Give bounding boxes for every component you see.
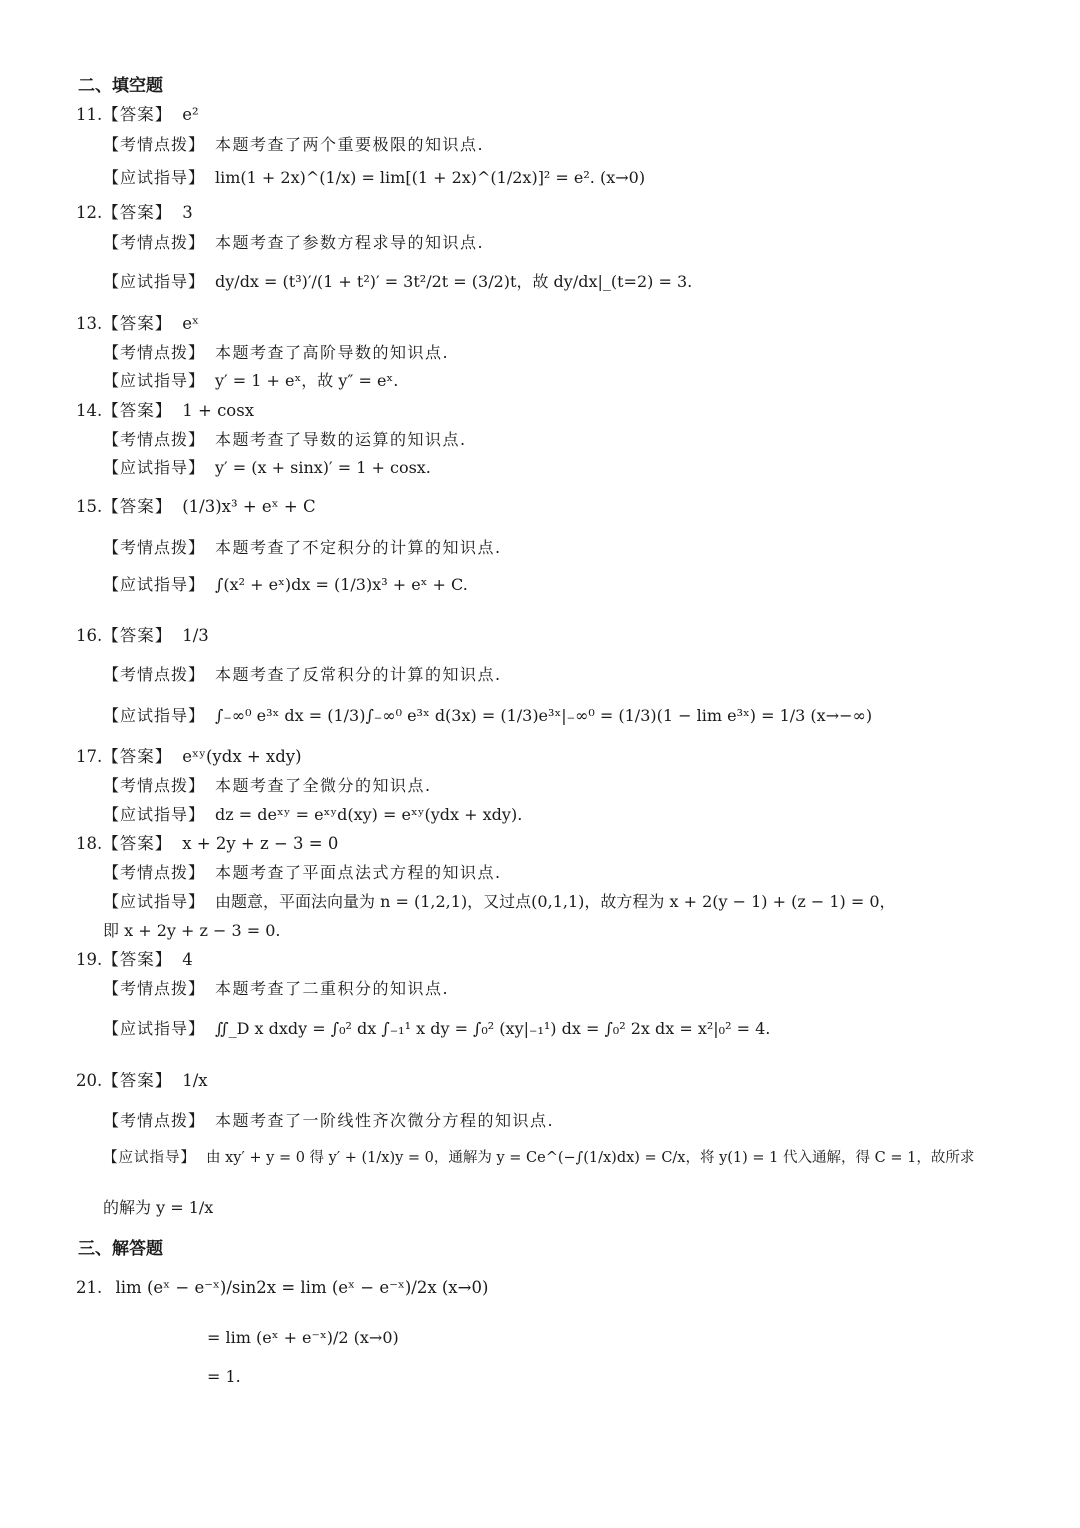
- answer-line-19: [76, 950, 193, 970]
- guide-line-16: [103, 706, 872, 725]
- answer-label: 【答案】: [102, 950, 173, 969]
- answer-label: 【答案】: [102, 626, 173, 645]
- guide-text: 由题意，平面法向量为 n = (1,2,1)，又过点(0,1,1)，故方程为 x + 2(y − 1) + (z − 1) = 0，: [215, 892, 896, 911]
- guide-text: ∬_D x dxdy = ∫₀² dx ∫₋₁¹ x dy = ∫₀² (xy|₋₁¹) dx = ∫₀² 2x dx = x²|₀² = 4.: [215, 1019, 771, 1038]
- guide-label: 【应试指导】: [103, 1019, 206, 1038]
- exam-point-label: 【考情点拨】: [103, 135, 206, 154]
- exam-point-line-13: [103, 343, 449, 362]
- question-number: 14.: [76, 401, 103, 420]
- guide-label: 【应试指导】: [103, 371, 206, 390]
- solution-21-step-3: = 1.: [207, 1367, 241, 1386]
- exam-point-label: 【考情点拨】: [103, 863, 206, 882]
- exam-point-label: 【考情点拨】: [103, 665, 206, 684]
- guide-text: 由 xy′ + y = 0 得 y′ + (1/x)y = 0，通解为 y = Ce^(−∫(1/x)dx) = C/x，将 y(1) = 1 代入通解，得 C = 1，故所求: [206, 1150, 975, 1166]
- question-number: 11.: [76, 105, 103, 124]
- answer-line-20: [76, 1071, 208, 1091]
- answer-label: 【答案】: [102, 834, 173, 853]
- exam-point-label: 【考情点拨】: [103, 776, 206, 795]
- answer-value: e²: [182, 105, 199, 124]
- exam-point-line-19: [103, 979, 449, 998]
- solution-21-step-1: lim (eˣ − e⁻ˣ)/sin2x = lim (eˣ − e⁻ˣ)/2x (x→0): [115, 1278, 489, 1297]
- question-number: 18.: [76, 834, 103, 853]
- question-number: 13.: [76, 314, 103, 333]
- exam-point-text: 本题考查了两个重要极限的知识点.: [215, 135, 485, 154]
- guide-line-17: [103, 805, 522, 824]
- question-number: 16.: [76, 626, 103, 645]
- question-number: 15.: [76, 497, 103, 516]
- guide-label: 【应试指导】: [103, 805, 206, 824]
- question-number: 17.: [76, 747, 103, 766]
- guide-text: lim(1 + 2x)^(1/x) = lim[(1 + 2x)^(1/2x)]² = e². (x→0): [215, 168, 646, 187]
- exam-point-line-15: [103, 538, 502, 557]
- exam-point-label: 【考情点拨】: [103, 430, 206, 449]
- guide-line-12: [103, 272, 692, 291]
- guide-label: 【应试指导】: [103, 1150, 196, 1166]
- exam-point-line-18: [103, 863, 502, 882]
- guide-label: 【应试指导】: [103, 892, 206, 911]
- exam-point-text: 本题考查了高阶导数的知识点.: [215, 343, 450, 362]
- answer-line-17: [76, 747, 302, 767]
- section-heading-fill-blank: 二、填空题: [78, 76, 163, 96]
- guide-line-15: [103, 575, 468, 594]
- guide-label: 【应试指导】: [103, 272, 206, 291]
- guide-label: 【应试指导】: [103, 458, 206, 477]
- exam-point-text: 本题考查了反常积分的计算的知识点.: [215, 665, 502, 684]
- answer-label: 【答案】: [102, 747, 173, 766]
- guide-line-19: [103, 1019, 770, 1038]
- exam-point-line-17: [103, 776, 432, 795]
- guide-text: dy/dx = (t³)′/(1 + t²)′ = 3t²/2t = (3/2)t，故 dy/dx|_(t=2) = 3.: [215, 272, 693, 291]
- exam-point-text: 本题考查了参数方程求导的知识点.: [215, 233, 485, 252]
- answer-value: 4: [182, 950, 193, 969]
- answer-value: 1/x: [182, 1071, 208, 1090]
- solution-21-line-1: [76, 1278, 488, 1298]
- answer-label: 【答案】: [102, 105, 173, 124]
- exam-point-text: 本题考查了二重积分的知识点.: [215, 979, 450, 998]
- question-number: 20.: [76, 1071, 103, 1090]
- guide-line-14: [103, 458, 431, 477]
- answer-value: (1/3)x³ + eˣ + C: [182, 497, 316, 516]
- question-number: 21.: [76, 1278, 103, 1297]
- exam-point-label: 【考情点拨】: [103, 1111, 206, 1130]
- answer-label: 【答案】: [102, 497, 173, 516]
- question-number: 12.: [76, 203, 103, 222]
- answer-line-14: [76, 401, 254, 421]
- exam-point-text: 本题考查了平面点法式方程的知识点.: [215, 863, 502, 882]
- exam-point-text: 本题考查了不定积分的计算的知识点.: [215, 538, 502, 557]
- guide-continuation-18: 即 x + 2y + z − 3 = 0.: [103, 921, 281, 940]
- exam-point-line-12: [103, 233, 484, 252]
- question-number: 19.: [76, 950, 103, 969]
- exam-point-text: 本题考查了导数的运算的知识点.: [215, 430, 467, 449]
- guide-text: y′ = (x + sinx)′ = 1 + cosx.: [215, 458, 431, 477]
- solution-21-step-2: = lim (eˣ + e⁻ˣ)/2 (x→0): [207, 1328, 399, 1347]
- answer-value: 3: [182, 203, 193, 222]
- answer-value: x + 2y + z − 3 = 0: [182, 834, 339, 853]
- answer-line-13: [76, 314, 199, 334]
- exam-point-line-11: [103, 135, 484, 154]
- answer-line-18: [76, 834, 338, 854]
- exam-point-text: 本题考查了全微分的知识点.: [215, 776, 432, 795]
- guide-text: y′ = 1 + eˣ，故 y″ = eˣ.: [215, 371, 399, 390]
- answer-line-16: [76, 626, 209, 646]
- guide-text: dz = deˣʸ = eˣʸd(xy) = eˣʸ(ydx + xdy).: [215, 805, 523, 824]
- exam-point-label: 【考情点拨】: [103, 233, 206, 252]
- section-heading-solve: 三、解答题: [78, 1239, 163, 1259]
- answer-line-12: [76, 203, 193, 223]
- answer-label: 【答案】: [102, 203, 173, 222]
- guide-line-11: [103, 168, 645, 187]
- answer-label: 【答案】: [102, 1071, 173, 1090]
- guide-line-13: [103, 371, 398, 390]
- guide-label: 【应试指导】: [103, 168, 206, 187]
- guide-text: ∫₋∞⁰ e³ˣ dx = (1/3)∫₋∞⁰ e³ˣ d(3x) = (1/3)e³ˣ|₋∞⁰ = (1/3)(1 − lim e³ˣ) = 1/3 (x→−∞): [215, 706, 873, 725]
- answer-label: 【答案】: [102, 401, 173, 420]
- exam-point-label: 【考情点拨】: [103, 979, 206, 998]
- answer-value: eˣʸ(ydx + xdy): [182, 747, 302, 766]
- guide-line-18: [103, 892, 896, 911]
- answer-label: 【答案】: [102, 314, 173, 333]
- exam-point-line-14: [103, 430, 467, 449]
- guide-text: ∫(x² + eˣ)dx = (1/3)x³ + eˣ + C.: [215, 575, 468, 594]
- exam-point-label: 【考情点拨】: [103, 343, 206, 362]
- answer-line-15: [76, 497, 316, 517]
- exam-point-line-20: [103, 1111, 554, 1130]
- answer-line-11: [76, 105, 199, 125]
- guide-line-20: [103, 1150, 974, 1167]
- answer-value: 1 + cosx: [182, 401, 255, 420]
- exam-point-line-16: [103, 665, 502, 684]
- answer-value: eˣ: [182, 314, 200, 333]
- guide-label: 【应试指导】: [103, 575, 206, 594]
- exam-point-text: 本题考查了一阶线性齐次微分方程的知识点.: [215, 1111, 555, 1130]
- answer-value: 1/3: [182, 626, 209, 645]
- exam-point-label: 【考情点拨】: [103, 538, 206, 557]
- guide-continuation-20: 的解为 y = 1/x: [103, 1198, 214, 1217]
- guide-label: 【应试指导】: [103, 706, 206, 725]
